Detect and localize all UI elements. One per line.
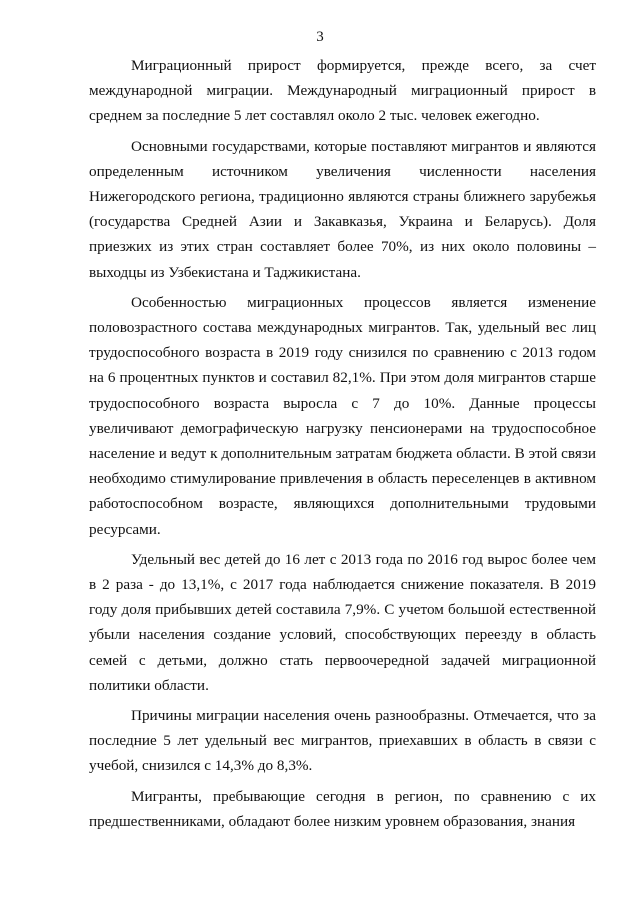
page-number: 3	[316, 29, 324, 45]
paragraph-source-countries: Основными государствами, которые поставляют мигрантов и являются определенным источником увеличения численности населения Нижегородского региона, традиционно являются страны ближнего зарубежья (государства Средней Азии и Закавказья, Украина и Беларусь). Доля приезжих из этих стран составляет более 70%, из них около половины – выходцы из Узбекистана и Таджикистана.	[89, 137, 596, 281]
paragraph-age-structure: Особенностью миграционных процессов является изменение половозрастного состава международных мигрантов. Так, удельный вес лиц трудоспособного возраста в 2019 году снизился по сравнению с 2013 годом на 6 процентных пунктов и составил 82,1%. При этом доля мигрантов старше трудоспособного возраста выросла с 7 до 10%. Данные процессы увеличивают демографическую нагрузку пенсионерами на трудоспособное население и ведут к дополнительным затратам бюджета области. В этой связи необходимо стимулирование привлечения в область переселенцев в активном работоспособном возрасте, являющихся дополнительными трудовыми ресурсами.	[89, 293, 596, 538]
paragraph-migrant-education: Мигранты, пребывающие сегодня в регион, по сравнению с их предшественниками, обладают более низким уровнем образования, знания	[89, 787, 596, 830]
document-body	[89, 53, 596, 839]
paragraph-migration-reasons: Причины миграции населения очень разнообразны. Отмечается, что за последние 5 лет удельный вес мигрантов, приехавших в область в связи с учебой, снизился с 14,3% до 8,3%.	[89, 707, 596, 775]
paragraph-migration-growth: Миграционный прирост формируется, прежде всего, за счет международной миграции. Международный миграционный прирост в среднем за последние 5 лет составлял около 2 тыс. человек ежегодно.	[89, 57, 596, 125]
paragraph-children-share: Удельный вес детей до 16 лет с 2013 года по 2016 год вырос более чем в 2 раза - до 13,1%, с 2017 года наблюдается снижение показателя. В 2019 году доля прибывших детей составила 7,9%. С учетом большой естественной убыли населения создание условий, способствующих переезду в область семей с детьми, должно стать первоочередной задачей миграционной политики области.	[89, 550, 596, 694]
